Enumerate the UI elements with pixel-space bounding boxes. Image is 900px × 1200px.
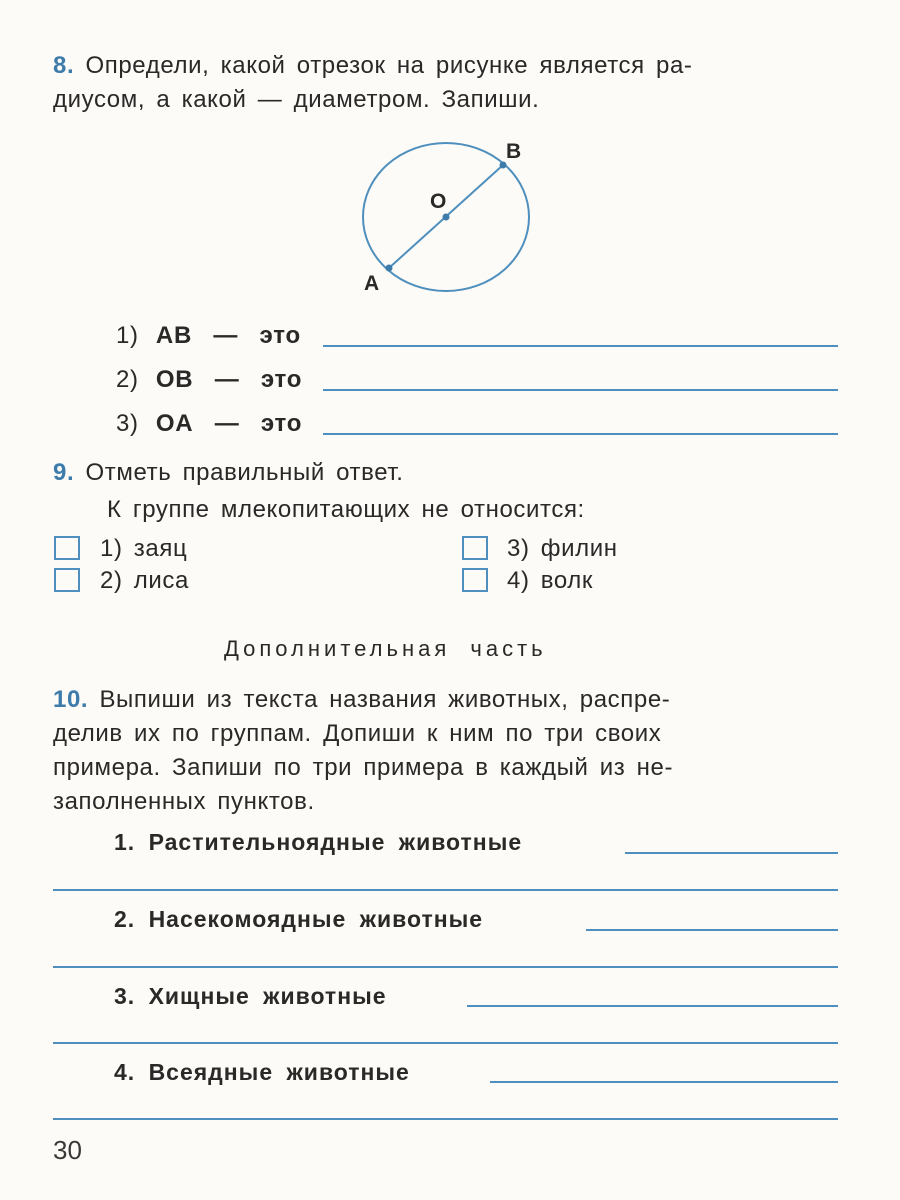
point-o [443,214,450,221]
answer-row-2 [116,368,302,392]
task10-line1: Выпиши из текста названия животных, распре- [99,686,671,713]
task9-instruction: Отметь правильный ответ. [85,459,404,486]
option-4-label: 4) волк [507,567,594,594]
task8-line2: диусом, а какой — диаметром. Запиши. [53,86,540,113]
answer-index: 1) [116,322,139,349]
option-1-label: 1) заяц [100,535,188,562]
task9-number: 9. [53,459,75,486]
group-4-line-a[interactable] [490,1081,838,1083]
answer-row-1 [116,324,301,348]
task8-text-line1 [53,54,693,78]
answer-segment: OB [155,366,194,393]
option-2-label: 2) лиса [100,567,189,594]
group-3-line-a[interactable] [467,1005,838,1007]
answer-segment: AB [155,322,193,349]
section-heading: Дополнительная часть [224,636,547,661]
answer-word: это [259,322,301,349]
group-2-line-a[interactable] [586,929,838,931]
group-1-line-a[interactable] [625,852,838,854]
answer-segment: OA [155,410,194,437]
checkbox-option-1[interactable] [54,536,80,560]
group-2-label: 2. Насекомоядные животные [114,906,484,932]
group-2-line-b[interactable] [53,966,838,968]
answer-dash: — [214,410,240,437]
task9-instruction-row [53,461,404,485]
group-1-line-b[interactable] [53,889,838,891]
label-b: B [506,140,522,163]
answer-line-2[interactable] [323,389,838,391]
checkbox-option-2[interactable] [54,568,80,592]
task10-line4: заполненных пунктов. [53,788,315,815]
label-o: O [430,190,448,213]
checkbox-option-4[interactable] [462,568,488,592]
answer-row-3 [116,412,302,436]
answer-line-1[interactable] [323,345,838,347]
task10-number: 10. [53,686,89,713]
option-3-label: 3) филин [507,535,618,562]
task10-text-line1 [53,688,670,712]
task10-line3: примера. Запиши по три примера в каждый из не- [53,754,674,781]
answer-line-3[interactable] [323,433,838,435]
answer-dash: — [214,366,240,393]
point-a [386,265,393,272]
task9-question: К группе млекопитающих не относится: [107,496,585,523]
answer-index: 3) [116,410,139,437]
group-3-line-b[interactable] [53,1042,838,1044]
group-4-line-b[interactable] [53,1118,838,1120]
label-a: A [364,272,380,295]
answer-dash: — [213,322,239,349]
page-number: 30 [53,1135,82,1165]
answer-word: это [260,366,303,393]
group-1-label: 1. Растительноядные животные [114,829,523,855]
task8-number: 8. [53,52,75,79]
checkbox-option-3[interactable] [462,536,488,560]
group-4-label: 4. Всеядные животные [114,1059,410,1085]
answer-index: 2) [116,366,139,393]
task10-line2: делив их по группам. Допиши к ним по три своих [53,720,662,747]
answer-word: это [260,410,303,437]
group-3-label: 3. Хищные животные [114,983,387,1009]
task8-line1: Определи, какой отрезок на рисунке является ра- [85,52,693,79]
